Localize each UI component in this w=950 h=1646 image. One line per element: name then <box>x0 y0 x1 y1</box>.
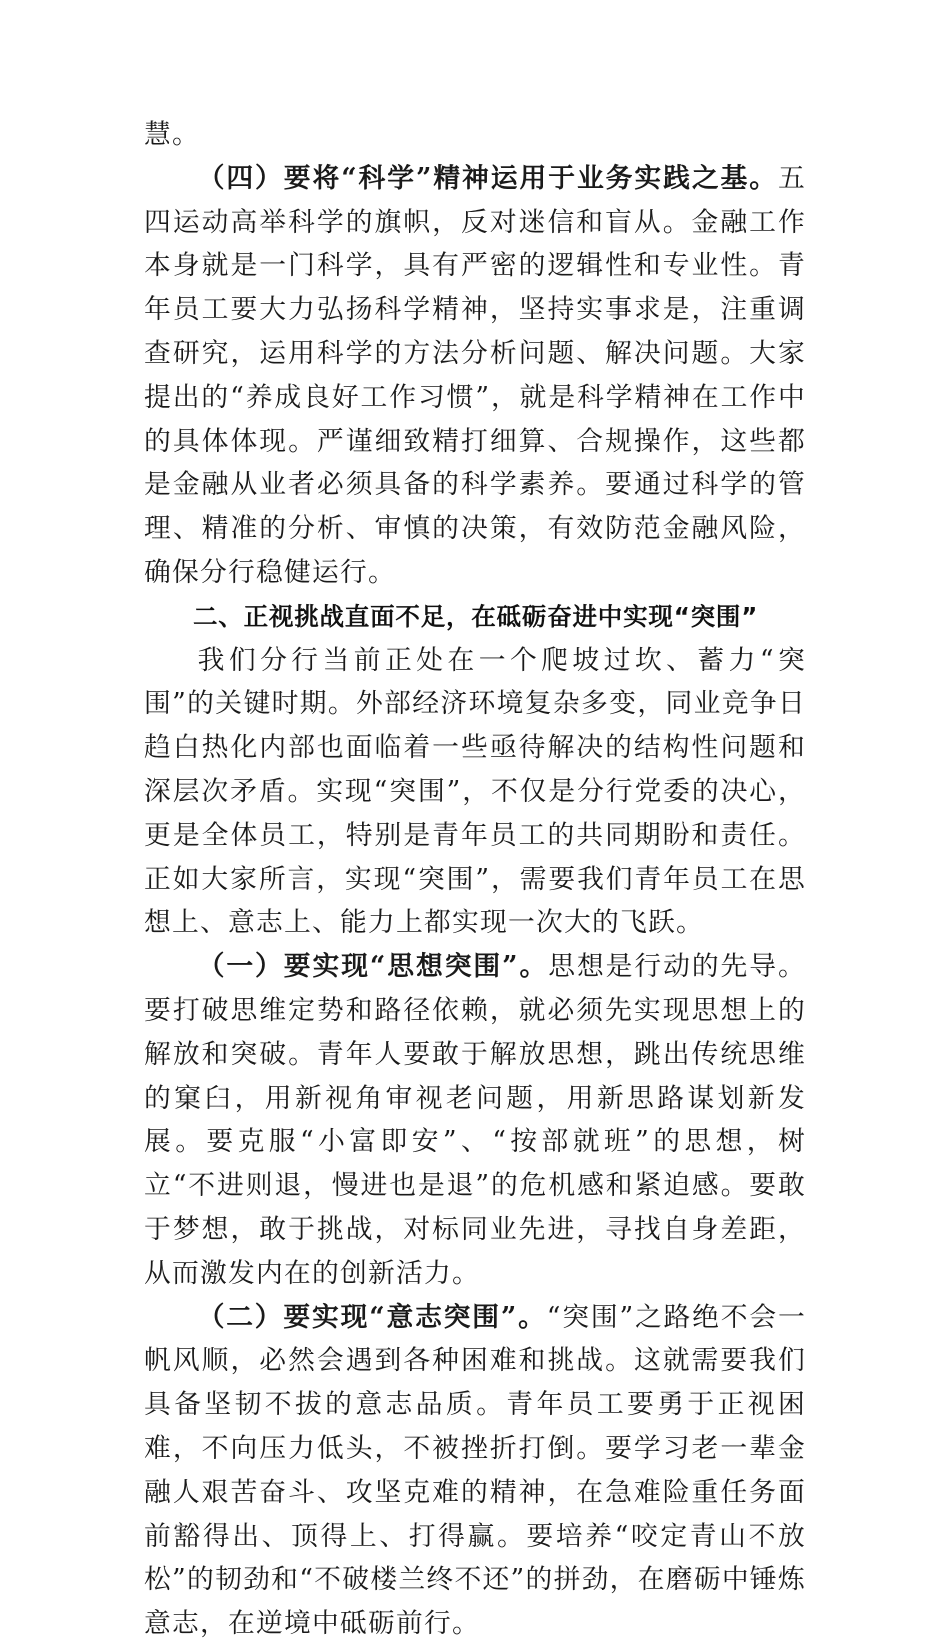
paragraph-science-body: 五四运动高举科学的旗帜，反对迷信和盲从。金融工作本身就是一门科学，具有严密的逻辑性和专业性。青年员工要大力弘扬科学精神，坚持实事求是，注重调查研究，运用科学的方法分析问题、解决问题。大家提出的“养成良好工作习惯”，就是科学精神在工作中的具体体现。严谨细致精打细算、合规操作，这些都是金融从业者必须具备的科学素养。要通过科学的管理、精准的分析、审慎的决策，有效防范金融风险，确保分行稳健运行。 <box>144 162 806 588</box>
paragraph-thought-lead: （一）要实现“思想突围”。 <box>197 951 549 983</box>
section-heading: 二、正视挑战直面不足，在砥砺奋进中实现“突围” <box>193 601 759 631</box>
paragraph-will <box>144 1296 806 1646</box>
paragraph-will-lead: （二）要实现“意志突围”。 <box>197 1301 547 1333</box>
paragraph-science <box>144 157 806 595</box>
paragraph-thought <box>144 945 806 1295</box>
paragraph-intro: 我们分行当前正处在一个爬坡过坎、蓄力“突围”的关键时期。外部经济环境复杂多变，同业竞争日趋白热化内部也面临着一些亟待解决的结构性问题和深层次矛盾。实现“突围”，不仅是分行党委的决心，更是全体员工，特别是青年员工的共同期盼和责任。正如大家所言，实现“突围”，需要我们青年员工在思想上、意志上、能力上都实现一次大的飞跃。 <box>144 644 806 939</box>
paragraph-thought-body: 思想是行动的先导。要打破思维定势和路径依赖，就必须先实现思想上的解放和突破。青年人要敢于解放思想，跳出传统思维的窠臼，用新视角审视老问题，用新思路谋划新发展。要克服“小富即安”、“按部就班”的思想，树立“不进则退，慢进也是退”的危机感和紧迫感。要敢于梦想，敢于挑战，对标同业先进，寻找自身差距，从而激发内在的创新活力。 <box>144 951 806 1289</box>
continuation-text: 慧。 <box>144 119 200 150</box>
paragraph-will-body: “突围”之路绝不会一帆风顺，必然会遇到各种困难和挑战。这就需要我们具备坚韧不拔的意志品质。青年员工要勇于正视困难，不向压力低头，不被挫折打倒。要学习老一辈金融人艰苦奋斗、攻坚克难的精神，在急难险重任务面前豁得出、顶得上、打得赢。要培养“咬定青山不放松”的韧劲和“不破楼兰终不还”的拼劲，在磨砺中锤炼意志，在逆境中砥砺前行。 <box>144 1301 806 1640</box>
document-body <box>144 113 806 1646</box>
paragraph-science-lead: （四）要将“科学”精神运用于业务实践之基。 <box>197 162 778 194</box>
